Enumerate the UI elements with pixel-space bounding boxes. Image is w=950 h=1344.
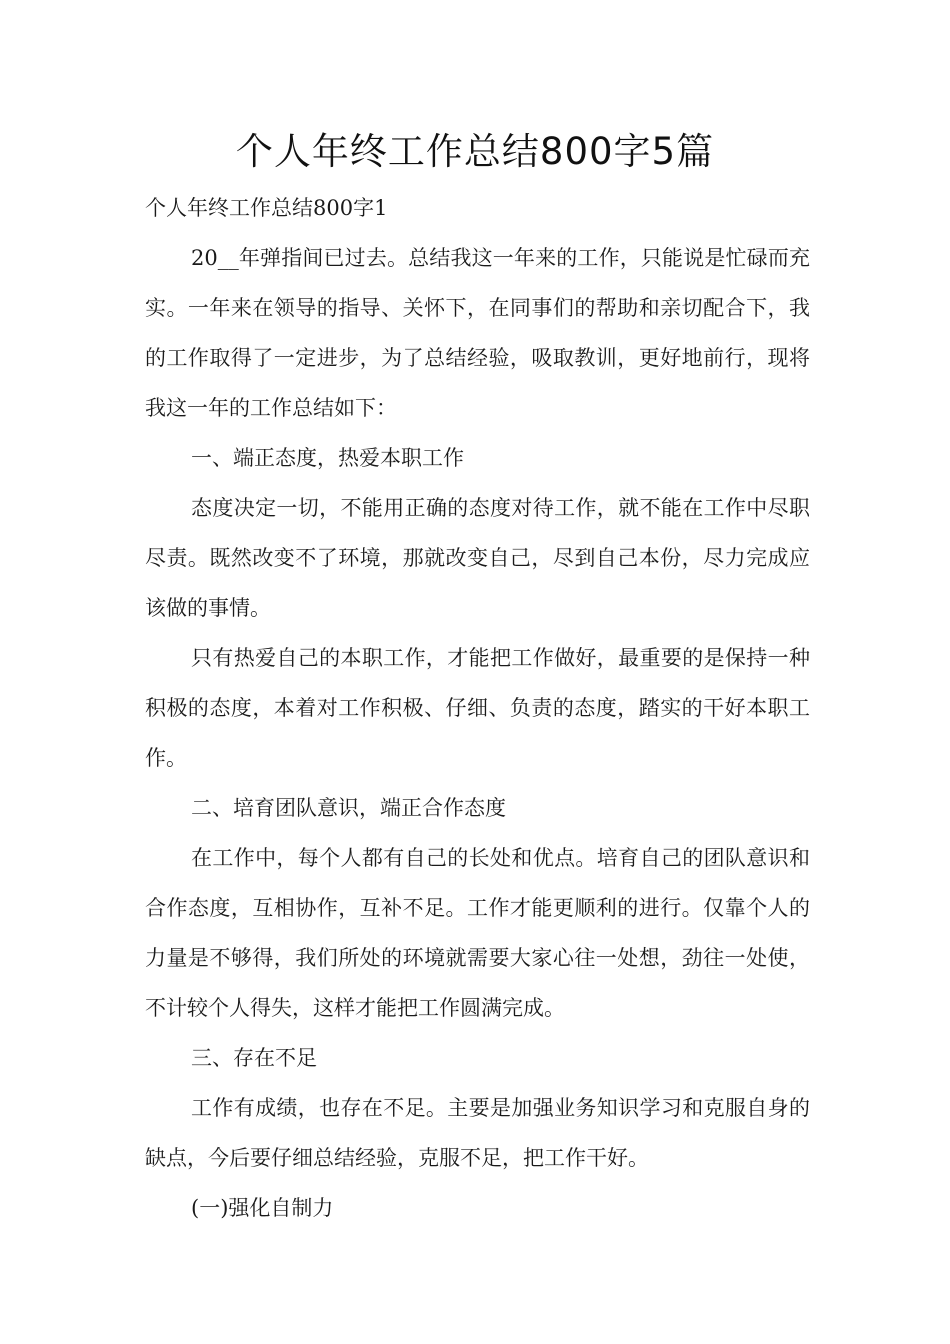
heading-teamwork: 二、培育团队意识，端正合作态度 [191, 796, 506, 820]
paragraph-attitude-2: 只有热爱自己的本职工作，才能把工作做好，最重要的是保持一种积极的态度，本着对工作积极、仔细、负责的态度，踏实的干好本职工作。 [145, 646, 810, 770]
document-title: 个人年终工作总结800字5篇 [235, 130, 715, 173]
heading-attitude: 一、端正态度，热爱本职工作 [191, 446, 464, 470]
paragraph-shortcomings: 工作有成绩，也存在不足。主要是加强业务知识学习和克服自身的缺点，今后要仔细总结经验，克服不足，把工作干好。 [145, 1096, 810, 1170]
paragraph-intro: 20__年弹指间已过去。总结我这一年来的工作，只能说是忙碌而充实。一年来在领导的指导、关怀下，在同事们的帮助和亲切配合下，我的工作取得了一定进步，为了总结经验，吸取教训，更好地前行，现将我这一年的工作总结如下： [145, 246, 810, 420]
subheading-self-control: (一)强化自制力 [191, 1196, 334, 1220]
document-body [145, 183, 810, 1233]
heading-shortcomings: 三、存在不足 [191, 1046, 317, 1070]
section-subtitle: 个人年终工作总结800字1 [145, 196, 388, 220]
paragraph-teamwork: 在工作中，每个人都有自己的长处和优点。培育自己的团队意识和合作态度，互相协作，互补不足。工作才能更顺利的进行。仅靠个人的力量是不够得，我们所处的环境就需要大家心往一处想，劲往一处使，不计较个人得失，这样才能把工作圆满完成。 [145, 846, 810, 1020]
paragraph-attitude-1: 态度决定一切，不能用正确的态度对待工作，就不能在工作中尽职尽责。既然改变不了环境，那就改变自己，尽到自己本份，尽力完成应该做的事情。 [145, 496, 810, 620]
